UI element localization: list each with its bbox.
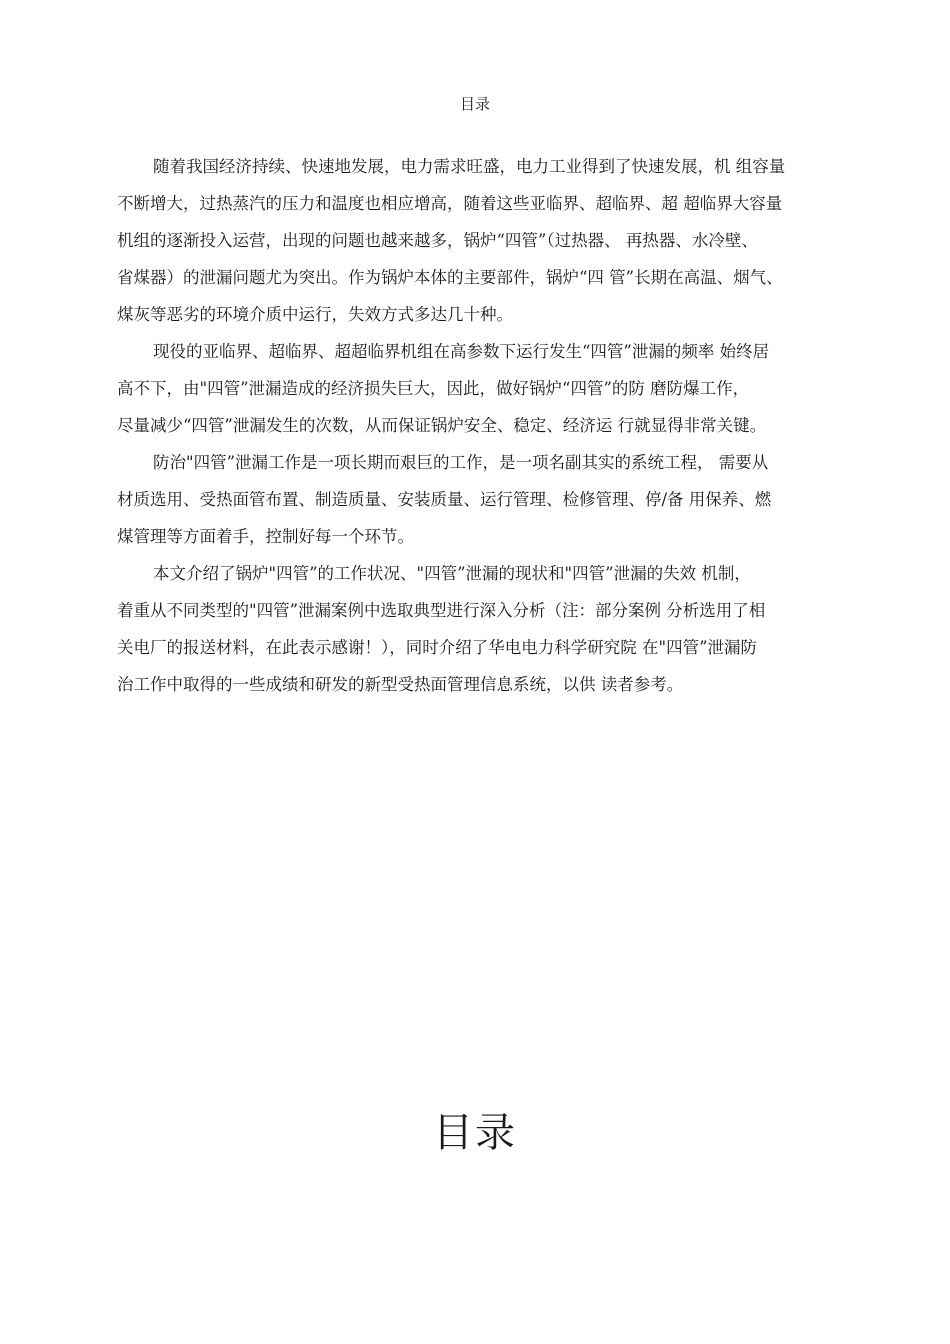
text-line: 尽量减少“四管”泄漏发生的次数，从而保证锅炉安全、稳定、经济运 行就显得非常关键。 xyxy=(117,416,767,435)
text-line: 高不下，由"四管”泄漏造成的经济损失巨大，因此，做好锅炉“四管”的防 磨防爆工作， xyxy=(117,379,750,398)
text-line: 煤灰等恶劣的环境介质中运行，失效方式多达几十种。 xyxy=(117,305,513,324)
body-text xyxy=(117,148,849,703)
text-line: 省煤器）的泄漏问题尤为突出。作为锅炉本体的主要部件，锅炉“四 管”长期在高温、烟气、 xyxy=(117,268,783,287)
text-line: 防治"四管”泄漏工作是一项长期而艰巨的工作，是一项名副其实的系统工程， 需要从 xyxy=(153,453,769,472)
text-line: 治工作中取得的一些成绩和研发的新型受热面管理信息系统，以供 读者参考。 xyxy=(117,675,684,694)
paragraph-3 xyxy=(117,444,849,555)
text-line: 材质选用、受热面管布置、制造质量、安装质量、运行管理、检修管理、停/备 用保养、燃 xyxy=(117,490,772,509)
text-line: 着重从不同类型的"四管”泄漏案例中选取典型进行深入分析（注：部分案例 分析选用了相 xyxy=(117,601,766,620)
toc-title: 目录 xyxy=(433,1110,517,1156)
text-line: 煤管理等方面着手，控制好每一个环节。 xyxy=(117,527,414,546)
paragraph-2 xyxy=(117,333,849,444)
paragraph-1 xyxy=(117,148,849,333)
paragraph-4 xyxy=(117,555,849,703)
text-line: 随着我国经济持续、快速地发展，电力需求旺盛，电力工业得到了快速发展，机 组容量 xyxy=(153,157,786,176)
text-line: 本文介绍了锅炉"四管”的工作状况、"四管”泄漏的现状和"四管”泄漏的失效 机制， xyxy=(153,564,751,583)
page-header: 目录 xyxy=(459,95,490,113)
text-line: 关电厂的报送材料，在此表示感谢！），同时介绍了华电电力科学研究院 在"四管”泄漏防 xyxy=(117,638,758,657)
text-line: 现役的亚临界、超临界、超超临界机组在高参数下运行发生“四管”泄漏的频率 始终居 xyxy=(153,342,770,361)
text-line: 不断增大，过热蒸汽的压力和温度也相应增高，随着这些亚临界、超临界、超 超临界大容量 xyxy=(117,194,783,213)
text-line: 机组的逐渐投入运营，出现的问题也越来越多，锅炉“四管”（过热器、 再热器、水冷壁、 xyxy=(117,231,758,250)
